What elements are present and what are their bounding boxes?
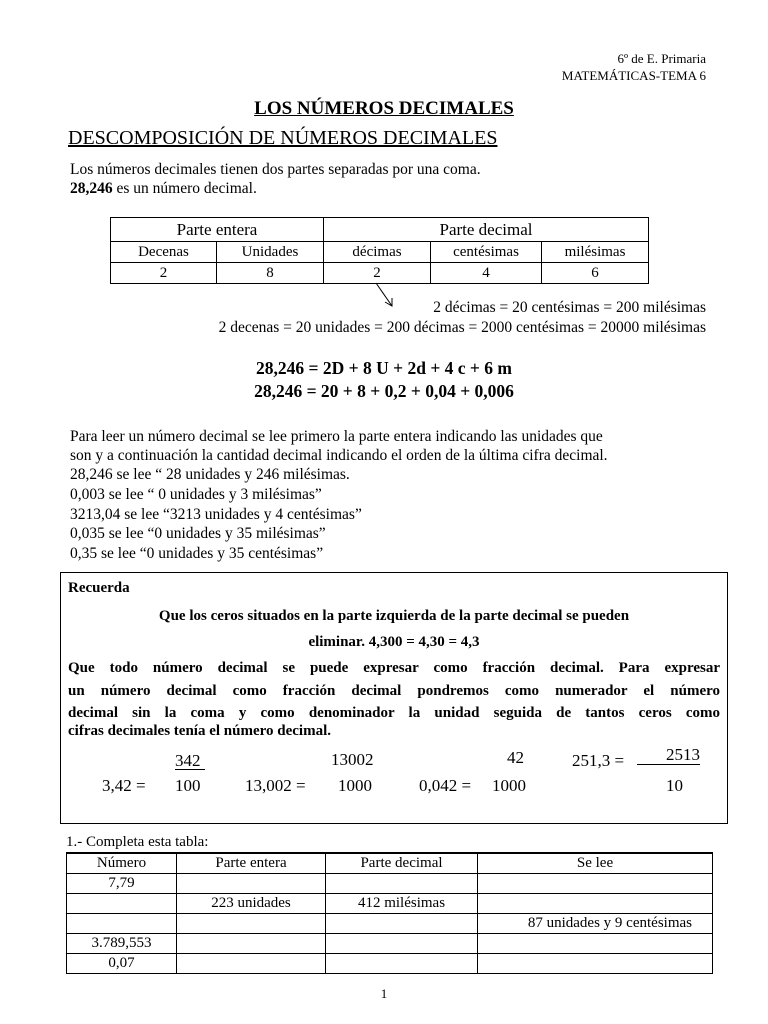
value-decimas: 2	[324, 263, 431, 284]
group-decimal-part: Parte decimal	[324, 218, 649, 242]
cell-parte-decimal: 412 milésimas	[326, 894, 478, 914]
decomposition-line-2: 28,246 = 20 + 8 + 0,2 + 0,04 + 0,006	[254, 381, 514, 401]
intro-line-1: Los números decimales tienen dos partes separadas por una coma.	[70, 161, 481, 178]
decomposition-line-1: 28,246 = 2D + 8 U + 2d + 4 c + 6 m	[256, 358, 512, 378]
header-course: 6º de E. Primaria	[617, 51, 706, 66]
arrow-icon	[370, 280, 400, 310]
recuerda-heading: Recuerda	[68, 580, 130, 596]
header-se-lee: Se lee	[478, 853, 713, 874]
example-number: 28,246	[70, 180, 113, 197]
cell-numero: 7,79	[67, 874, 177, 894]
equivalence-line-2: 2 decenas = 20 unidades = 200 décimas = 2000 centésimas = 20000 milésimas	[218, 319, 706, 336]
example-3-lhs: 0,042 =	[419, 776, 472, 795]
reading-line-1: Para leer un número decimal se lee primero la parte entera indicando las unidades que	[70, 428, 603, 445]
example-2-lhs: 13,002 =	[245, 776, 306, 795]
reading-example-3: 3213,04 se lee “3213 unidades y 4 centésimas”	[70, 506, 362, 523]
cell-parte-decimal	[326, 874, 478, 894]
cell-se-lee	[478, 954, 713, 974]
example-2-denominator: 1000	[338, 776, 372, 795]
reading-example-5: 0,35 se lee “0 unidades y 35 centésimas”	[70, 545, 324, 562]
rule-2-line-3: decimal sin la coma y como denominador la unidad seguida de tantos ceros como	[68, 705, 720, 721]
reading-example-4: 0,035 se lee “0 unidades y 35 milésimas”	[70, 525, 326, 542]
col-milesimas: milésimas	[542, 242, 649, 263]
page-title: LOS NÚMEROS DECIMALES	[254, 98, 514, 119]
cell-se-lee	[478, 934, 713, 954]
group-integer-part: Parte entera	[111, 218, 324, 242]
example-3-denominator: 1000	[492, 776, 526, 795]
cell-parte-decimal	[326, 934, 478, 954]
cell-numero	[67, 894, 177, 914]
rule-2-line-2: un número decimal como fracción decimal pondremos como numerador el número	[68, 683, 720, 699]
rule-2-line-1: Que todo número decimal se puede expresar como fracción decimal. Para expresar	[68, 660, 720, 676]
cell-parte-entera	[177, 874, 326, 894]
intro-line-2	[70, 179, 257, 199]
example-3-numerator: 42	[507, 748, 524, 767]
cell-numero: 3.789,553	[67, 934, 177, 954]
reading-example-2: 0,003 se lee “ 0 unidades y 3 milésimas”	[70, 486, 322, 503]
place-value-table	[110, 217, 649, 284]
example-1-denominator: 100	[175, 776, 201, 795]
reading-example-1: 28,246 se lee “ 28 unidades y 246 milésimas.	[70, 466, 350, 483]
cell-se-lee: 87 unidades y 9 centésimas	[478, 914, 713, 934]
value-unidades: 8	[217, 263, 324, 284]
cell-numero: 0,07	[67, 954, 177, 974]
example-4-lhs: 251,3 =	[572, 751, 625, 770]
example-4-numerator: 2513	[637, 745, 700, 765]
header-parte-entera: Parte entera	[177, 853, 326, 874]
cell-parte-decimal	[326, 914, 478, 934]
exercise-table	[66, 852, 713, 974]
cell-parte-entera	[177, 914, 326, 934]
cell-parte-entera	[177, 954, 326, 974]
cell-se-lee	[478, 874, 713, 894]
cell-parte-decimal	[326, 954, 478, 974]
col-unidades: Unidades	[217, 242, 324, 263]
rule-1-line-2: eliminar. 4,300 = 4,30 = 4,3	[308, 634, 480, 650]
value-milesimas: 6	[542, 263, 649, 284]
cell-se-lee	[478, 894, 713, 914]
example-2-numerator: 13002	[331, 750, 374, 769]
example-4-denominator: 10	[666, 776, 683, 795]
cell-parte-entera	[177, 934, 326, 954]
table-row	[67, 894, 713, 914]
table-row	[67, 874, 713, 894]
page-number: 1	[380, 986, 388, 1001]
value-centesimas: 4	[431, 263, 542, 284]
section-title: DESCOMPOSICIÓN DE NÚMEROS DECIMALES	[68, 127, 498, 149]
header-subject: MATEMÁTICAS-TEMA 6	[561, 68, 706, 83]
table-row	[67, 954, 713, 974]
header-parte-decimal: Parte decimal	[326, 853, 478, 874]
rule-1-line-1: Que los ceros situados en la parte izquierda de la parte decimal se pueden	[158, 608, 630, 624]
cell-numero	[67, 914, 177, 934]
cell-parte-entera: 223 unidades	[177, 894, 326, 914]
equivalence-line-1: 2 décimas = 20 centésimas = 200 milésimas	[433, 299, 706, 316]
table-row	[67, 934, 713, 954]
value-decenas: 2	[111, 263, 217, 284]
header-numero: Número	[67, 853, 177, 874]
reading-line-2: son y a continuación la cantidad decimal indicando el orden de la última cifra decimal.	[70, 447, 608, 464]
intro-line-2-rest: es un número decimal.	[112, 180, 257, 197]
exercise-heading: 1.- Completa esta tabla:	[66, 834, 209, 850]
col-decimas: décimas	[324, 242, 431, 263]
col-centesimas: centésimas	[431, 242, 542, 263]
table-row	[67, 914, 713, 934]
col-decenas: Decenas	[111, 242, 217, 263]
example-1-numerator: 342	[175, 752, 205, 770]
example-1-lhs: 3,42 =	[102, 776, 146, 795]
rule-2-line-4: cifras decimales tenía el número decimal.	[68, 723, 331, 739]
